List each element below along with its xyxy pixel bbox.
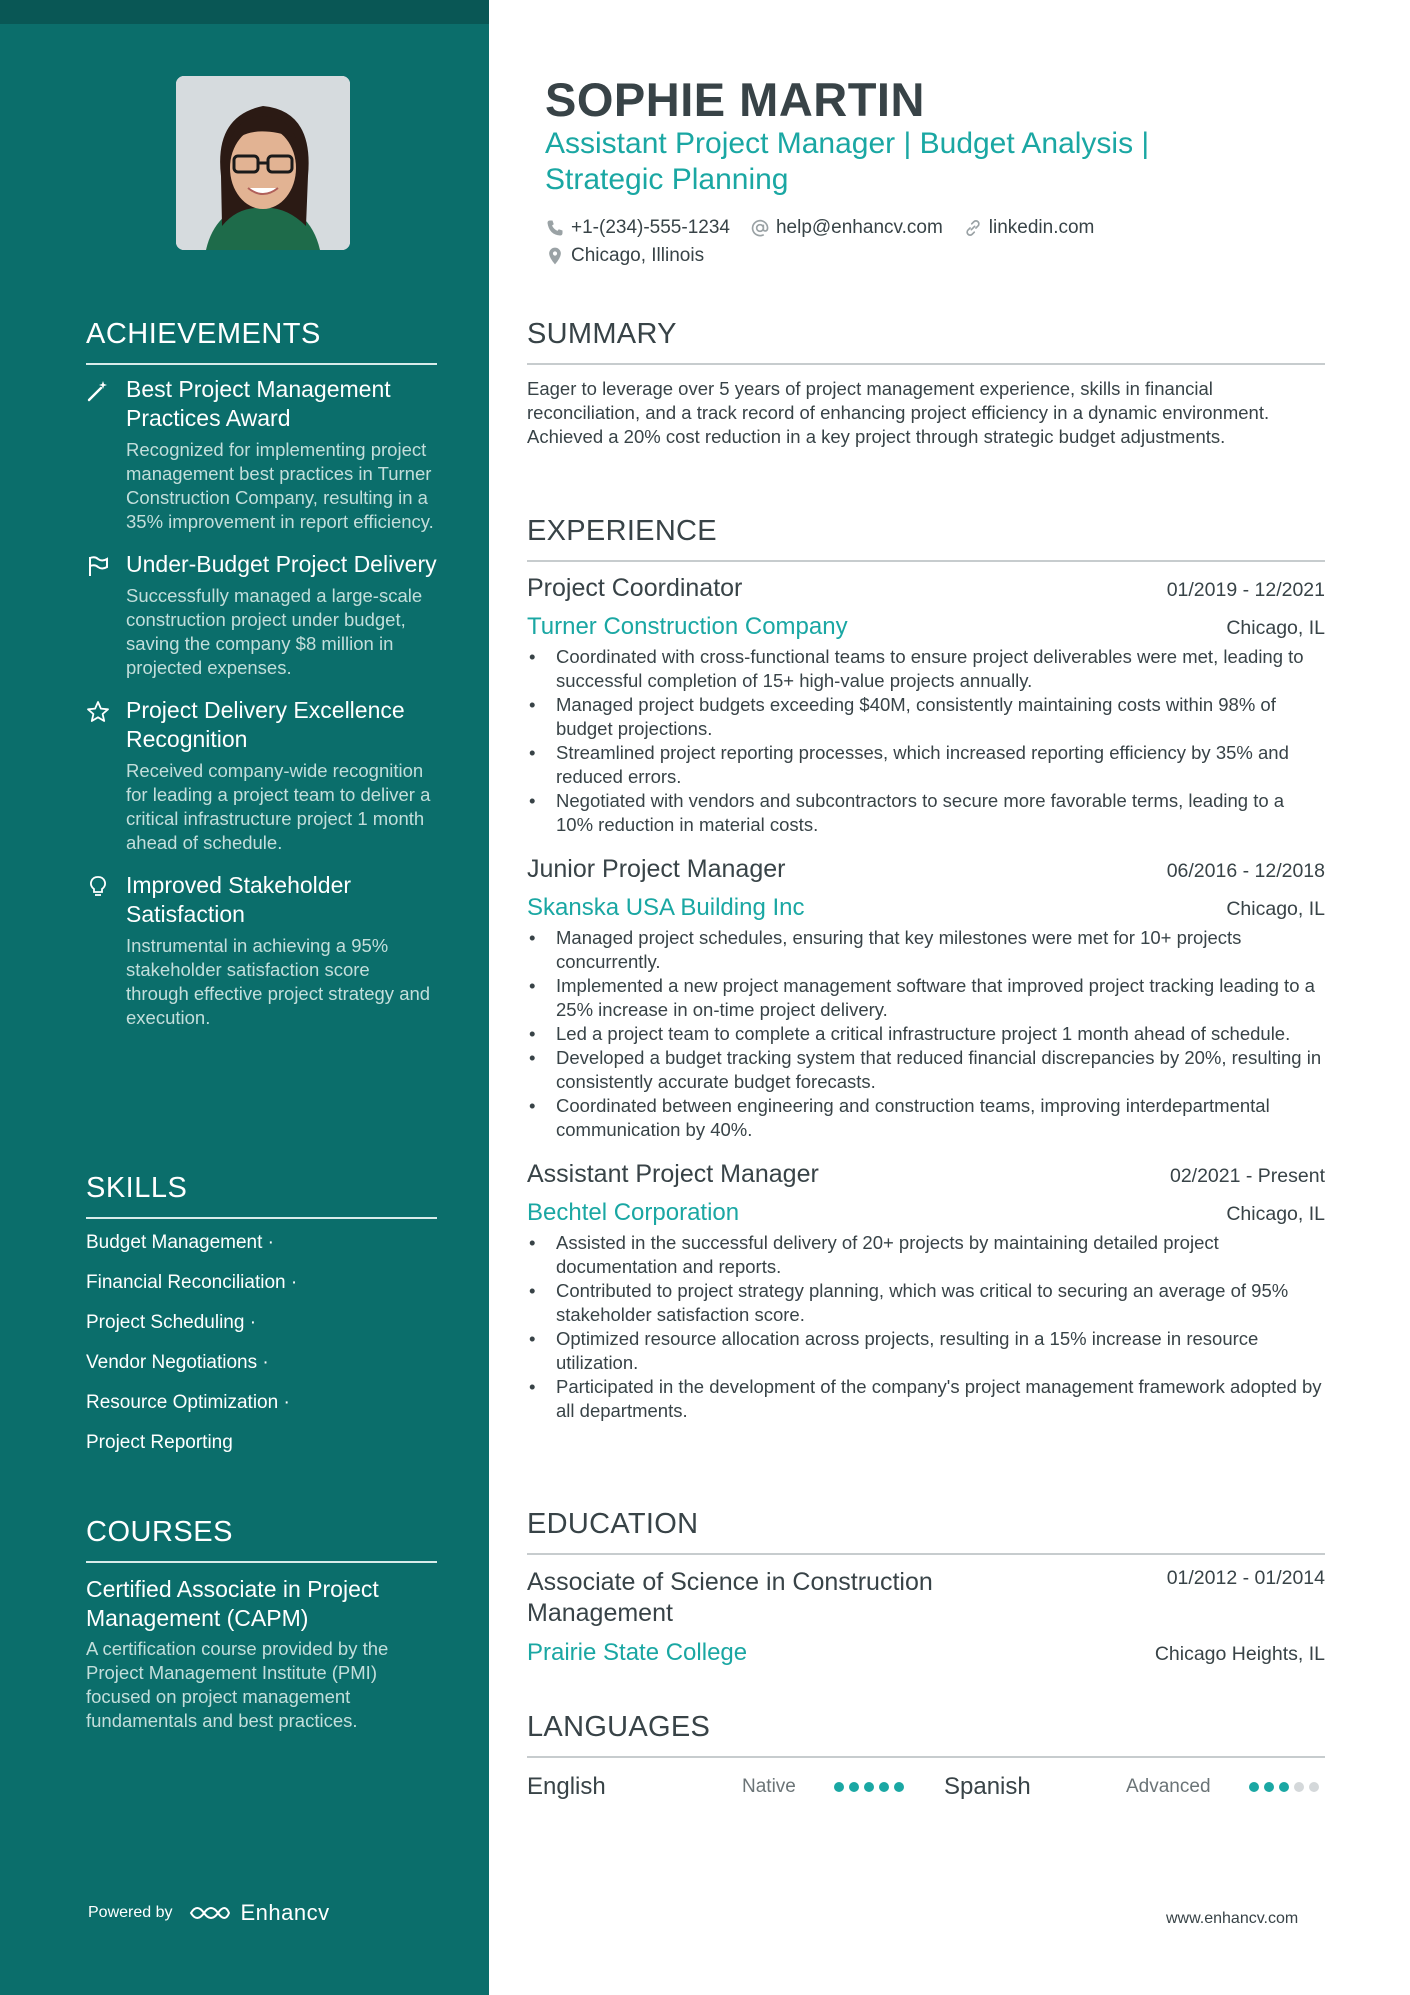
achievement-title: Improved Stakeholder Satisfaction	[126, 872, 352, 927]
sidebar	[0, 0, 489, 1995]
rating-dot	[879, 1782, 889, 1792]
job-bullet: • Coordinated with cross-functional teams to ensure project deliverables were met, leading to successful completion of 15+ high-value projects annually.	[527, 645, 1325, 693]
job-dates: 06/2016 - 12/2018	[1166, 860, 1325, 882]
job-entry	[527, 574, 1325, 837]
link-icon	[963, 218, 983, 238]
phone-icon	[545, 218, 565, 238]
rating-dot	[834, 1782, 844, 1792]
job-bullet: • Coordinated between engineering and construction teams, improving interdepartmental communication by 40%.	[527, 1094, 1325, 1142]
job-bullets	[527, 645, 1325, 837]
powered-by	[88, 1900, 330, 1926]
language-rating	[834, 1782, 944, 1792]
rating-dot	[864, 1782, 874, 1792]
job-entry	[527, 855, 1325, 1142]
enhancv-brand-name: Enhancv	[240, 1900, 330, 1925]
job-company: Bechtel Corporation	[527, 1199, 740, 1226]
footer-website[interactable]: www.enhancv.com	[1166, 1910, 1299, 1927]
language-name: Spanish	[944, 1773, 1031, 1800]
job-bullet: • Led a project team to complete a critical infrastructure project 1 month ahead of schedule.	[527, 1022, 1325, 1046]
rating-dot	[894, 1782, 904, 1792]
achievement-title: Under-Budget Project Delivery	[126, 551, 437, 577]
language-level: Native	[742, 1776, 796, 1797]
job-bullet: • Managed project schedules, ensuring that key milestones were met for 10+ projects concurrently.	[527, 926, 1325, 974]
experience-title: EXPERIENCE	[527, 515, 1325, 562]
achievements-section	[86, 318, 437, 1046]
rating-dot	[1294, 1782, 1304, 1792]
skills-title: SKILLS	[86, 1172, 437, 1219]
education-school: Prairie State College	[527, 1639, 748, 1666]
job-role: Assistant Project Manager	[527, 1160, 819, 1188]
job-bullet: • Streamlined project reporting processes, which increased reporting efficiency by 35% and reduced errors.	[527, 741, 1325, 789]
job-bullets	[527, 926, 1325, 1142]
rating-dot	[1309, 1782, 1319, 1792]
education-degree: Associate of Science in Construction Management	[527, 1568, 933, 1627]
powered-by-label: Powered by	[88, 1904, 173, 1921]
profile-photo	[176, 76, 350, 250]
education-section	[527, 1508, 1325, 1667]
skill-item: Project Reporting	[86, 1432, 233, 1453]
education-entry	[527, 1567, 1325, 1667]
job-entry	[527, 1160, 1325, 1423]
lightbulb-icon	[86, 875, 110, 899]
achievement-description: Received company-wide recognition for leading a project team to deliver a critical infrastructure project 1 month ahead of schedule.	[126, 760, 431, 853]
job-location: Chicago, IL	[1226, 898, 1325, 920]
job-role: Project Coordinator	[527, 574, 743, 602]
job-bullet: • Assisted in the successful delivery of 20+ projects by maintaining detailed project documentation and reports.	[527, 1231, 1325, 1279]
skill-item: Financial Reconciliation ·	[86, 1272, 298, 1293]
at-sign-icon	[750, 218, 770, 238]
linkedin-url: linkedin.com	[988, 217, 1095, 238]
skills-section	[86, 1172, 437, 1455]
star-icon	[86, 700, 110, 724]
job-bullet: • Developed a budget tracking system that reduced financial discrepancies by 20%, resulting in consistently accurate budget forecasts.	[527, 1046, 1325, 1094]
sidebar-top-bar	[0, 0, 489, 24]
achievement-title: Best Project Management Practices Award	[126, 376, 391, 431]
phone-contact[interactable]	[545, 217, 730, 239]
achievement-description: Instrumental in achieving a 95% stakeholder satisfaction score through effective project strategy and execution.	[126, 935, 431, 1028]
achievement-item	[86, 871, 437, 1030]
candidate-headline: Assistant Project Manager | Budget Analysis | Strategic Planning	[545, 127, 1150, 196]
job-dates: 01/2019 - 12/2021	[1166, 579, 1325, 601]
job-bullet: • Participated in the development of the company's project management framework adopted by all departments.	[527, 1375, 1325, 1423]
avatar	[176, 76, 350, 250]
skill-item: Resource Optimization ·	[86, 1392, 290, 1413]
job-bullet: • Optimized resource allocation across projects, resulting in a 15% increase in resource utilization.	[527, 1327, 1325, 1375]
education-dates: 01/2012 - 01/2014	[1166, 1567, 1325, 1589]
rating-dot	[1279, 1782, 1289, 1792]
languages-title: LANGUAGES	[527, 1711, 1325, 1758]
course-title: Certified Associate in Project Management (CAPM)	[86, 1576, 379, 1631]
location-contact	[545, 245, 704, 267]
achievement-item	[86, 375, 437, 534]
summary-title: SUMMARY	[527, 318, 1325, 365]
skill-item: Budget Management ·	[86, 1232, 275, 1253]
language-level: Advanced	[1126, 1776, 1211, 1797]
job-role: Junior Project Manager	[527, 855, 786, 883]
course-description: A certification course provided by the Project Management Institute (PMI) focused on project management fundamentals and best practices.	[86, 1638, 389, 1731]
experience-section	[527, 515, 1325, 1423]
summary-section	[527, 318, 1325, 449]
email-address: help@enhancv.com	[775, 217, 943, 238]
location-pin-icon	[545, 246, 565, 266]
rating-dot	[1249, 1782, 1259, 1792]
skill-item: Vendor Negotiations ·	[86, 1352, 269, 1373]
education-title: EDUCATION	[527, 1508, 1325, 1555]
rating-dot	[849, 1782, 859, 1792]
contact-info	[545, 214, 1305, 270]
flag-icon	[86, 554, 110, 578]
achievement-item	[86, 550, 437, 680]
language-name: English	[527, 1773, 606, 1800]
candidate-name: SOPHIE MARTIN	[545, 73, 925, 126]
enhancv-logo-icon	[187, 1901, 233, 1925]
job-location: Chicago, IL	[1226, 1203, 1325, 1225]
achievement-description: Recognized for implementing project management best practices in Turner Construction Company, resulting in a 35% improvement in report efficiency.	[126, 439, 434, 532]
job-dates: 02/2021 - Present	[1169, 1165, 1325, 1187]
language-rating	[1249, 1782, 1319, 1792]
job-bullet: • Negotiated with vendors and subcontractors to secure more favorable terms, leading to a 10% reduction in material costs.	[527, 789, 1325, 837]
summary-text: Eager to leverage over 5 years of project management experience, skills in financial reconciliation, and a track record of enhancing project efficiency in a dynamic environment. Achieved a 20% cost reduction in a key project through strategic budget adjustments.	[527, 378, 1270, 447]
job-company: Skanska USA Building Inc	[527, 894, 805, 921]
education-location: Chicago Heights, IL	[1154, 1643, 1325, 1665]
achievement-item	[86, 696, 437, 855]
magic-wand-icon	[86, 379, 110, 403]
job-location: Chicago, IL	[1226, 617, 1325, 639]
email-contact[interactable]	[750, 217, 943, 239]
courses-title: COURSES	[86, 1516, 437, 1563]
achievement-title: Project Delivery Excellence Recognition	[126, 697, 405, 752]
rating-dot	[1264, 1782, 1274, 1792]
courses-section	[86, 1516, 437, 1733]
skill-item: Project Scheduling ·	[86, 1312, 257, 1333]
job-bullet: • Implemented a new project management software that improved project tracking leading to a 25% increase in on-time project delivery.	[527, 974, 1325, 1022]
phone-number: +1-(234)-555-1234	[571, 217, 730, 238]
achievement-description: Successfully managed a large-scale construction project under budget, saving the company $8 million in projected expenses.	[126, 585, 423, 678]
achievements-title: ACHIEVEMENTS	[86, 318, 437, 365]
job-company: Turner Construction Company	[527, 613, 848, 640]
job-bullets	[527, 1231, 1325, 1423]
enhancv-logo[interactable]	[187, 1900, 330, 1926]
job-bullet: • Managed project budgets exceeding $40M, consistently maintaining costs within 98% of budget projections.	[527, 693, 1325, 741]
job-bullet: • Contributed to project strategy planning, which was critical to securing an average of 95% stakeholder satisfaction score.	[527, 1279, 1325, 1327]
location-text: Chicago, Illinois	[571, 245, 705, 266]
linkedin-contact[interactable]	[963, 217, 1095, 239]
languages-section	[527, 1711, 1325, 1802]
